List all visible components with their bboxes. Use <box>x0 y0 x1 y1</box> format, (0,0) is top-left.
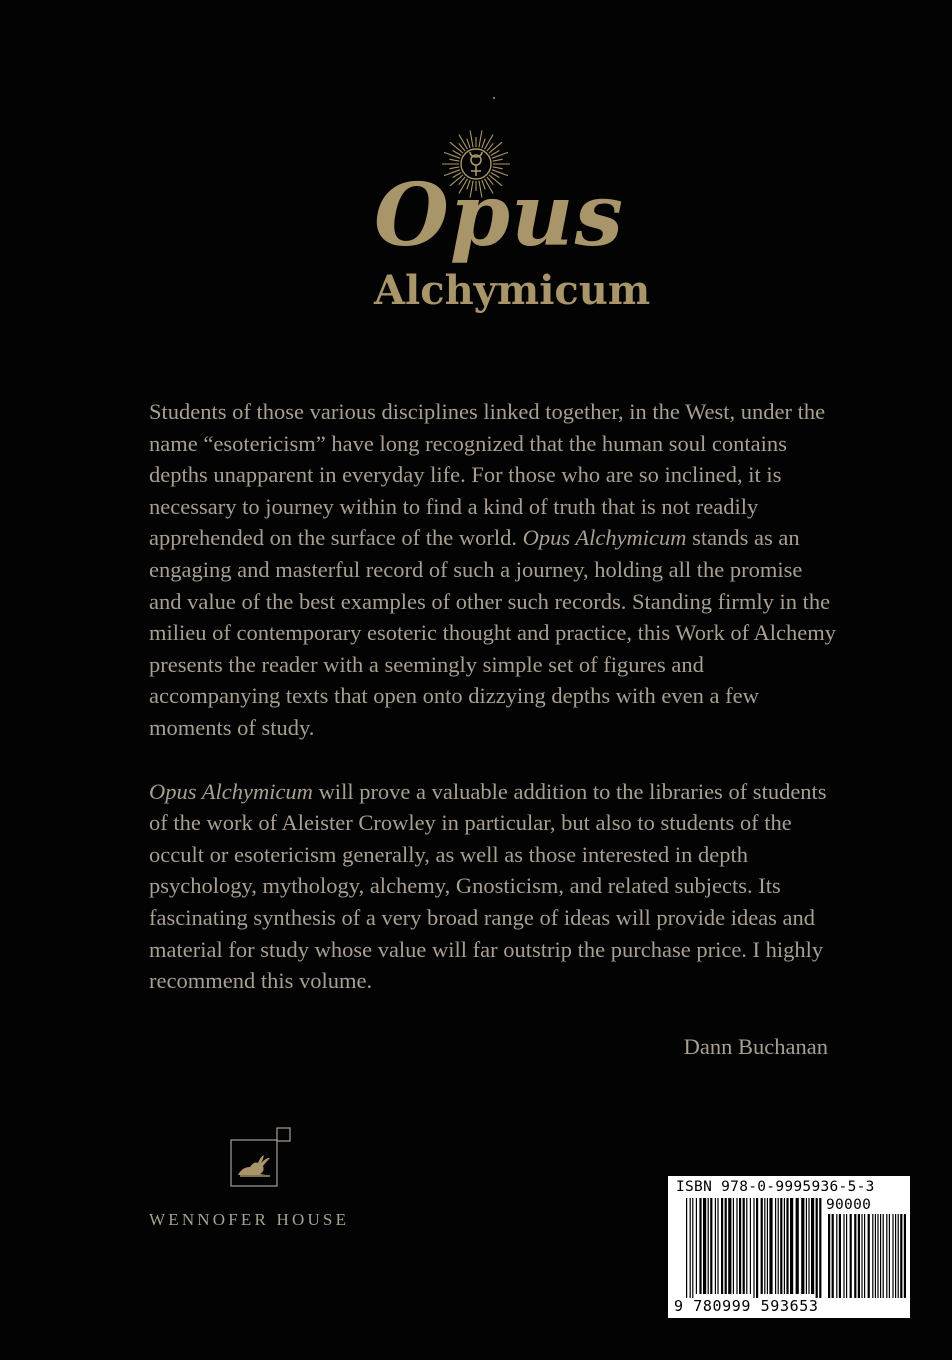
barcode-bar <box>756 1198 758 1298</box>
barcode-bar <box>692 1198 693 1298</box>
para2-book-title: Opus Alchymicum <box>149 778 313 804</box>
blurb-signature: Dann Buchanan <box>683 1034 828 1059</box>
barcode-bar <box>786 1198 788 1294</box>
barcode-bar <box>736 1198 737 1294</box>
barcode-bar <box>710 1198 712 1294</box>
barcode-bar <box>886 1214 887 1298</box>
emblem-ray <box>493 159 503 161</box>
barcode-bar <box>703 1198 706 1294</box>
para2-rest: will prove a valuable addition to the libraries of students of the work of Aleister Crowley in particular, but also to students of the occult or esotericism generally, as well as those interested in depth psychology, mythology, alchemy, Gnosticism, and related subjects. Its fascinating synthesis of a very broad range of ideas will provide ideas and material for study whose value will far outstrip the purchase price. I highly recommend this volume. <box>149 778 827 994</box>
barcode-bar <box>846 1214 847 1298</box>
barcode-bar <box>864 1214 865 1298</box>
barcode-bar <box>790 1198 793 1294</box>
barcode-bar <box>780 1198 782 1294</box>
isbn-barcode <box>668 1176 910 1318</box>
emblem-ray <box>470 131 473 148</box>
barcode-bar <box>761 1198 763 1294</box>
barcode-bar <box>733 1198 734 1294</box>
barcode-bar <box>769 1198 772 1294</box>
title-main: Opus <box>374 165 624 266</box>
emblem-ray <box>450 142 463 153</box>
barcode-bar <box>699 1198 701 1294</box>
barcode-bar <box>868 1214 870 1298</box>
barcode-bar <box>836 1214 837 1298</box>
barcode-bar <box>708 1198 709 1294</box>
para1-lead: Students of those various disciplines linked together, in the West, under the name “esotericism” have long recognized that the human soul contains depths unapparent in everyday life. For those who are so inclined, it is necessary to journey within to find a kind of truth that is not readily apprehended on the surface of the world. <box>149 399 826 551</box>
barcode-bar <box>728 1198 731 1294</box>
barcode-bar <box>806 1198 807 1294</box>
barcode-bar <box>717 1198 718 1294</box>
barcode-bar <box>811 1198 814 1294</box>
barcode-bar <box>750 1198 751 1294</box>
barcode-bar <box>900 1214 902 1298</box>
barcode-bar <box>801 1198 804 1294</box>
emblem-ray <box>489 142 502 153</box>
barcode-bar <box>861 1214 862 1298</box>
barcode-bar <box>753 1198 754 1298</box>
blurb-text <box>149 396 839 997</box>
barcode-bar <box>832 1214 834 1298</box>
ean-digits: 9 780999 593653 <box>674 1297 819 1315</box>
barcode-bar <box>816 1198 818 1298</box>
cover-title <box>360 165 651 338</box>
isbn-label: ISBN 978-0-9995936-5-3 <box>676 1179 875 1195</box>
barcode-bar <box>778 1198 779 1294</box>
blurb-paragraph-1 <box>149 396 839 744</box>
para1-book-title: Opus Alchymicum <box>522 525 687 551</box>
barcode-bar <box>854 1214 856 1298</box>
barcode-bar <box>872 1214 873 1298</box>
barcode-bar <box>843 1214 844 1298</box>
barcode-bar <box>743 1198 745 1294</box>
barcode-bar <box>895 1214 896 1298</box>
para1-rest: stands as an engaging and masterful record of such a journey, holding all the promise and value of the best examples of other such records. Standing firmly in the milieu of contemporary esoteric thought and practice, this Work of Alchemy presents the reader with a seemingly simple set of figures and accompanying texts that open onto dizzying depths with even a few moments of study. <box>149 525 836 740</box>
hare-logo-icon <box>230 1127 292 1189</box>
blurb-paragraph-2 <box>149 776 839 997</box>
barcode-bar <box>877 1214 878 1298</box>
barcode-bar <box>721 1198 723 1294</box>
barcode-bar <box>775 1198 776 1294</box>
barcode-bar <box>784 1198 785 1294</box>
barcode-bar <box>889 1214 890 1298</box>
barcode-bar <box>808 1198 809 1294</box>
barcode-bar <box>746 1198 747 1294</box>
emblem-ray <box>479 131 482 148</box>
emblem-ray <box>485 135 494 150</box>
barcode-bar <box>686 1198 687 1298</box>
barcode-bar <box>904 1214 906 1298</box>
title-sub: Alchymicum <box>374 267 651 314</box>
barcode-bar <box>796 1198 799 1294</box>
price-code: 90000 <box>826 1197 872 1213</box>
barcode-bar <box>725 1198 727 1294</box>
barcode-bar <box>828 1214 830 1298</box>
barcode-bar <box>850 1214 852 1298</box>
barcode-bar <box>858 1214 860 1298</box>
decorative-dot <box>493 97 495 99</box>
emblem-ray <box>482 139 485 148</box>
barcode-bar <box>767 1198 768 1294</box>
barcode-bar <box>839 1214 841 1298</box>
publisher-name: WENNOFER HOUSE <box>149 1210 350 1229</box>
barcode-bar <box>898 1214 899 1298</box>
emblem-ray <box>449 159 459 161</box>
barcode-bar <box>892 1214 893 1298</box>
barcode-bar <box>764 1198 765 1294</box>
barcode-bar <box>715 1198 716 1294</box>
emblem-ray <box>459 135 468 150</box>
emblem-ray <box>467 139 470 148</box>
barcode-bar <box>739 1198 741 1294</box>
barcode-bar <box>875 1214 876 1298</box>
barcode-bar <box>880 1214 881 1298</box>
barcode-bar <box>819 1198 821 1298</box>
barcode-bar <box>696 1198 697 1294</box>
barcode-bar <box>883 1214 884 1298</box>
barcode-bar <box>690 1198 691 1298</box>
